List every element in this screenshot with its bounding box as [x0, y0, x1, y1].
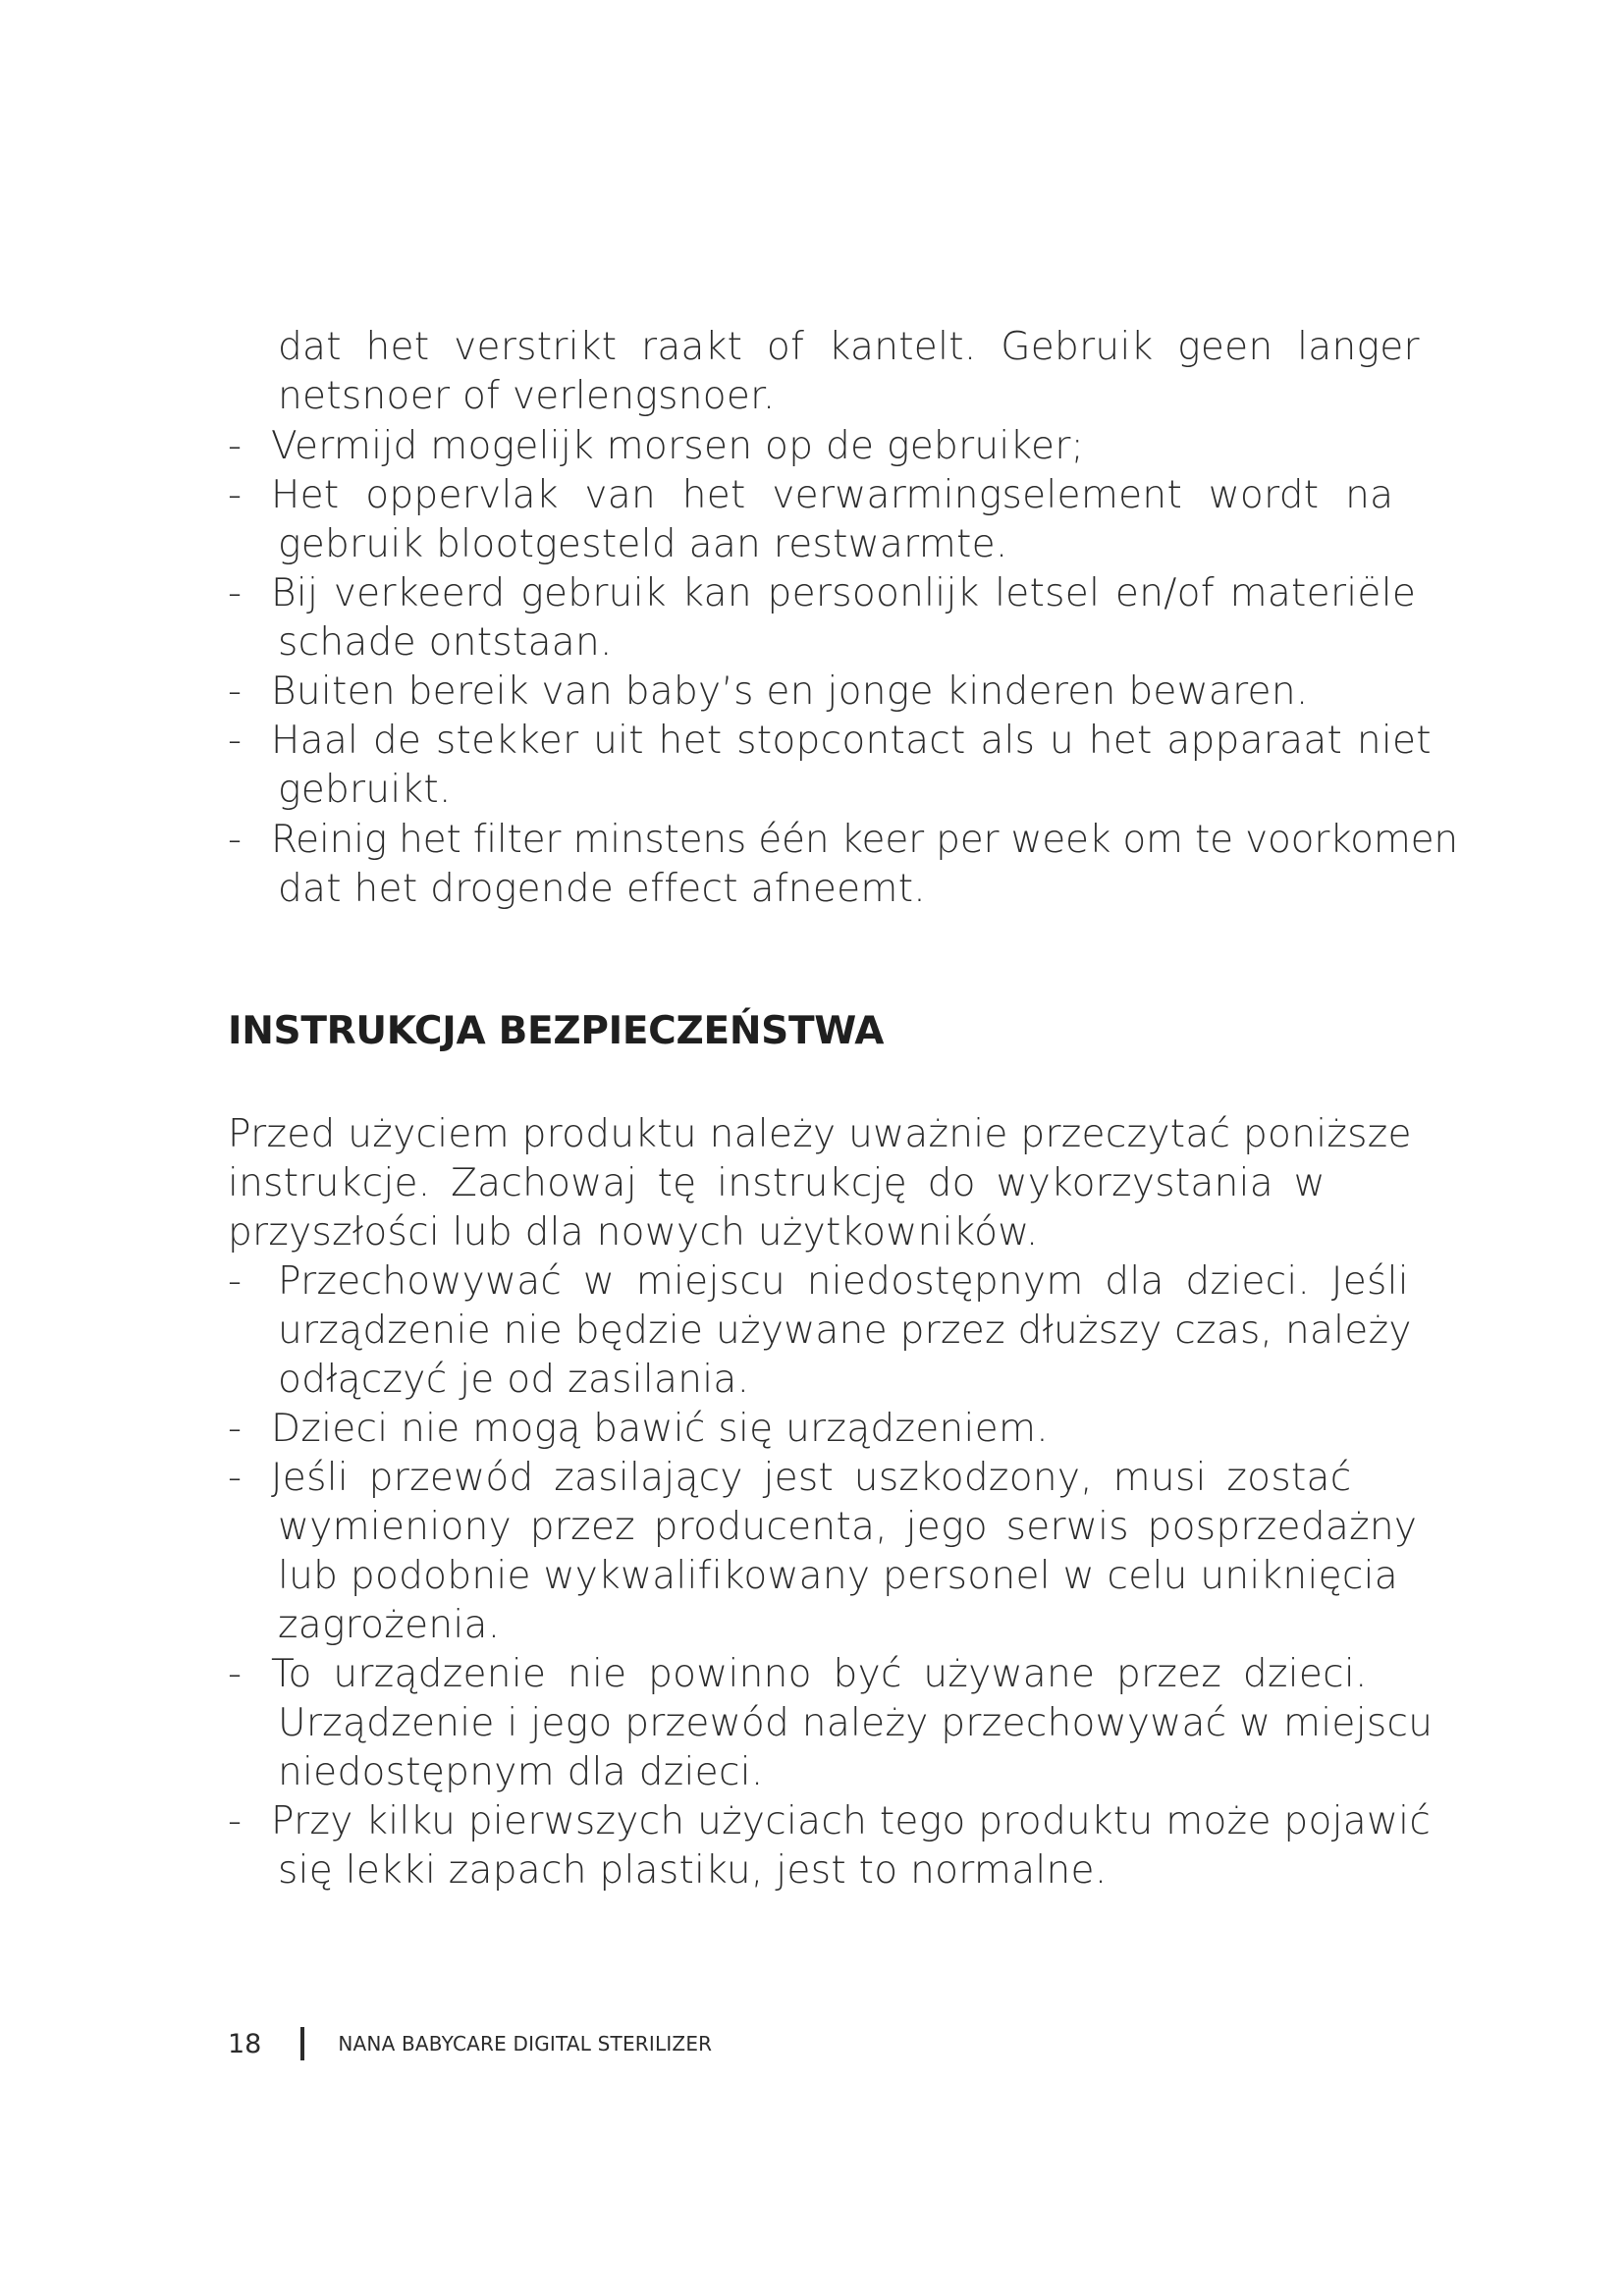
- list-item-continuation: lub podobnie wykwalifikowany personel w celu uniknięcia: [278, 1554, 1398, 1598]
- intro-text-line: przyszłości lub dla nowych użytkowników.: [228, 1210, 1039, 1255]
- footer-product-title: NANA BABYCARE DIGITAL STERILIZER: [338, 2032, 713, 2056]
- list-item-continuation: odłączyć je od zasilania.: [278, 1358, 750, 1402]
- list-item-continuation: Urządzenie i jego przewód należy przechowywać w miejscu: [278, 1701, 1434, 1745]
- list-item-continuation: urządzenie nie będzie używane przez dłuższy czas, należy: [278, 1308, 1412, 1353]
- list-item: To urządzenie nie powinno być używane przez dzieci.: [271, 1652, 1368, 1696]
- text-line: netsnoer of verlengsnoer.: [278, 374, 776, 418]
- list-item-continuation: niedostępnym dla dzieci.: [278, 1750, 764, 1794]
- list-item: Reinig het filter minstens één keer per week om te voorkomen: [271, 818, 1458, 862]
- list-item: Vermijd mogelijk morsen op de gebruiker;: [271, 424, 1085, 468]
- footer-divider: [300, 2027, 304, 2060]
- page-number: 18: [228, 2028, 262, 2059]
- list-item-continuation: schade ontstaan.: [278, 620, 613, 665]
- list-item: Jeśli przewód zasilający jest uszkodzony, musi zostać: [271, 1456, 1352, 1500]
- bullet-marker: -: [228, 818, 243, 862]
- bullet-marker: -: [228, 571, 243, 615]
- list-item-continuation: zagrożenia.: [278, 1603, 501, 1647]
- list-item: Buiten bereik van baby’s en jonge kinderen bewaren.: [271, 669, 1309, 714]
- list-item: Przy kilku pierwszych użyciach tego produktu może pojawić: [271, 1799, 1432, 1843]
- list-item: Przechowywać w miejscu niedostępnym dla dzieci. Jeśli: [278, 1259, 1409, 1304]
- intro-text-line: Przed użyciem produktu należy uważnie przeczytać poniższe: [228, 1112, 1412, 1156]
- list-item: Haal de stekker uit het stopcontact als u het apparaat niet: [271, 719, 1432, 763]
- list-item: Het oppervlak van het verwarmingselement wordt na: [271, 473, 1394, 517]
- bullet-marker: -: [228, 1652, 243, 1696]
- list-item-continuation: wymieniony przez producenta, jego serwis posprzedażny: [278, 1505, 1418, 1549]
- list-item-continuation: gebruikt.: [278, 768, 452, 812]
- bullet-marker: -: [228, 669, 243, 714]
- list-item-continuation: się lekki zapach plastiku, jest to normalne.: [278, 1848, 1108, 1893]
- list-item-continuation: gebruik blootgesteld aan restwarmte.: [278, 522, 1008, 566]
- list-item: Dzieci nie mogą bawić się urządzeniem.: [271, 1407, 1049, 1451]
- list-item: Bij verkeerd gebruik kan persoonlijk letsel en/of materiële: [271, 571, 1417, 615]
- bullet-marker: -: [228, 1799, 243, 1843]
- intro-text-line: instrukcje. Zachowaj tę instrukcję do wykorzystania w: [228, 1161, 1326, 1205]
- text-line: dat het verstrikt raakt of kantelt. Gebruik geen langer: [278, 325, 1420, 369]
- bullet-marker: -: [228, 473, 243, 517]
- bullet-marker: -: [228, 719, 243, 763]
- bullet-marker: -: [228, 424, 243, 468]
- page-footer: [228, 2024, 712, 2063]
- list-item-continuation: dat het drogende effect afneemt.: [278, 867, 926, 911]
- bullet-marker: -: [228, 1407, 243, 1451]
- bullet-marker: -: [228, 1259, 243, 1304]
- bullet-marker: -: [228, 1456, 243, 1500]
- section-heading: INSTRUKCJA BEZPIECZEŃSTWA: [228, 1009, 885, 1053]
